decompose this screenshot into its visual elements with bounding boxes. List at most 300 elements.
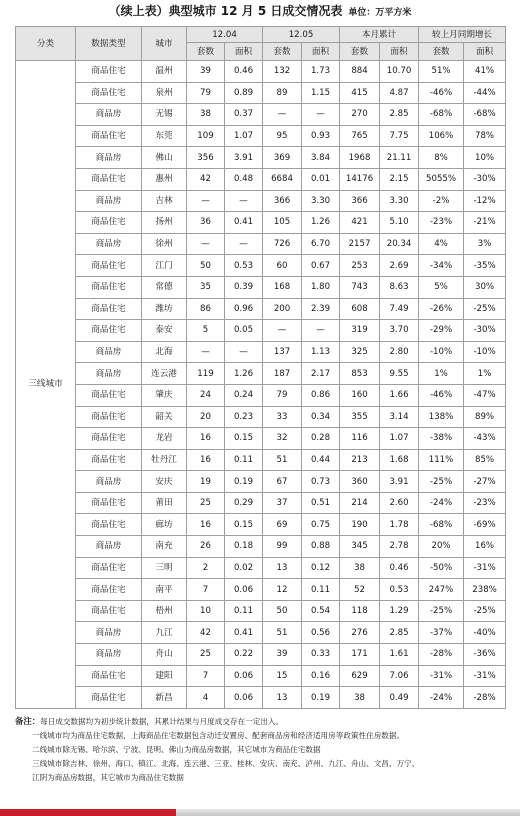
city-cell: 新昌 bbox=[142, 687, 187, 709]
area-month-cell: 1.66 bbox=[380, 384, 419, 406]
data-type-cell: 商品房 bbox=[76, 471, 142, 493]
units-1204-cell: — bbox=[187, 233, 225, 255]
area-growth-cell: -30% bbox=[464, 320, 506, 342]
area-1204-cell: 0.48 bbox=[225, 168, 263, 190]
units-1204-cell: 109 bbox=[187, 125, 225, 147]
units-1204-cell: 39 bbox=[187, 61, 225, 83]
area-1205-cell: 3.84 bbox=[302, 147, 340, 169]
city-cell: 九江 bbox=[142, 622, 187, 644]
units-1204-cell: 35 bbox=[187, 276, 225, 298]
units-month-cell: 118 bbox=[340, 600, 380, 622]
city-cell: 南充 bbox=[142, 536, 187, 558]
area-1205-cell: 6.70 bbox=[302, 233, 340, 255]
city-cell: 肇庆 bbox=[142, 384, 187, 406]
area-1204-cell: 0.53 bbox=[225, 255, 263, 277]
notes-label: 备注： bbox=[15, 716, 41, 726]
area-1205-cell: 1.13 bbox=[302, 341, 340, 363]
units-1204-cell: 79 bbox=[187, 82, 225, 104]
units-month-cell: 14176 bbox=[340, 168, 380, 190]
area-1204-cell: 0.89 bbox=[225, 82, 263, 104]
units-1205-cell: 69 bbox=[263, 514, 302, 536]
area-growth-cell: -10% bbox=[464, 341, 506, 363]
city-cell: 江门 bbox=[142, 255, 187, 277]
units-1205-cell: 726 bbox=[263, 233, 302, 255]
area-growth-cell: 16% bbox=[464, 536, 506, 558]
units-1204-cell: 38 bbox=[187, 104, 225, 126]
units-month-cell: 214 bbox=[340, 492, 380, 514]
area-1205-cell: 0.28 bbox=[302, 428, 340, 450]
area-month-cell: 0.53 bbox=[380, 579, 419, 601]
data-type-cell: 商品住宅 bbox=[76, 82, 142, 104]
data-type-cell: 商品房 bbox=[76, 536, 142, 558]
area-1204-cell: 0.46 bbox=[225, 61, 263, 83]
area-month-cell: 21.11 bbox=[380, 147, 419, 169]
units-1204-cell: 25 bbox=[187, 492, 225, 514]
units-month-cell: 884 bbox=[340, 61, 380, 83]
table-row bbox=[16, 687, 506, 709]
units-growth-cell: 247% bbox=[419, 579, 464, 601]
units-1204-cell: 24 bbox=[187, 384, 225, 406]
data-type-cell: 商品住宅 bbox=[76, 61, 142, 83]
subheader-area: 面积 bbox=[464, 43, 506, 61]
area-month-cell: 7.06 bbox=[380, 665, 419, 687]
units-1204-cell: 4 bbox=[187, 687, 225, 709]
note-line: 江阴为商品房数据，其它城市为商品住宅数据 bbox=[32, 773, 184, 782]
units-1204-cell: 16 bbox=[187, 428, 225, 450]
units-growth-cell: 20% bbox=[419, 536, 464, 558]
table-row bbox=[16, 276, 506, 298]
data-type-cell: 商品住宅 bbox=[76, 212, 142, 234]
header-period-mom-growth: 较上月同期增长 bbox=[419, 27, 506, 43]
units-1205-cell: 369 bbox=[263, 147, 302, 169]
area-growth-cell: 238% bbox=[464, 579, 506, 601]
units-month-cell: 38 bbox=[340, 557, 380, 579]
units-month-cell: 366 bbox=[340, 190, 380, 212]
area-1204-cell: 0.41 bbox=[225, 622, 263, 644]
units-month-cell: 2157 bbox=[340, 233, 380, 255]
units-growth-cell: 51% bbox=[419, 61, 464, 83]
area-1205-cell: 0.54 bbox=[302, 600, 340, 622]
table-row bbox=[16, 384, 506, 406]
area-growth-cell: 41% bbox=[464, 61, 506, 83]
area-1204-cell: 0.06 bbox=[225, 687, 263, 709]
area-1205-cell: 0.01 bbox=[302, 168, 340, 190]
area-growth-cell: -25% bbox=[464, 600, 506, 622]
subheader-units: 套数 bbox=[340, 43, 380, 61]
units-month-cell: 421 bbox=[340, 212, 380, 234]
area-1204-cell: 0.11 bbox=[225, 600, 263, 622]
units-month-cell: 355 bbox=[340, 406, 380, 428]
area-growth-cell: -31% bbox=[464, 557, 506, 579]
area-growth-cell: -68% bbox=[464, 104, 506, 126]
units-1205-cell: 13 bbox=[263, 557, 302, 579]
area-1205-cell: — bbox=[302, 320, 340, 342]
units-1205-cell: — bbox=[263, 320, 302, 342]
subheader-units: 套数 bbox=[419, 43, 464, 61]
area-growth-cell: -28% bbox=[464, 687, 506, 709]
area-1205-cell: 0.12 bbox=[302, 557, 340, 579]
area-month-cell: 9.55 bbox=[380, 363, 419, 385]
units-1205-cell: 12 bbox=[263, 579, 302, 601]
units-month-cell: 765 bbox=[340, 125, 380, 147]
units-1204-cell: — bbox=[187, 341, 225, 363]
city-cell: 无锡 bbox=[142, 104, 187, 126]
area-growth-cell: -69% bbox=[464, 514, 506, 536]
units-month-cell: 116 bbox=[340, 428, 380, 450]
units-1204-cell: 25 bbox=[187, 644, 225, 666]
area-1204-cell: 0.41 bbox=[225, 212, 263, 234]
area-1204-cell: 0.15 bbox=[225, 428, 263, 450]
notes-section bbox=[15, 714, 510, 785]
data-type-cell: 商品房 bbox=[76, 341, 142, 363]
units-1205-cell: 60 bbox=[263, 255, 302, 277]
units-month-cell: 52 bbox=[340, 579, 380, 601]
area-month-cell: 10.70 bbox=[380, 61, 419, 83]
units-1204-cell: 50 bbox=[187, 255, 225, 277]
units-1204-cell: 26 bbox=[187, 536, 225, 558]
area-1205-cell: 2.39 bbox=[302, 298, 340, 320]
units-month-cell: 360 bbox=[340, 471, 380, 493]
units-1205-cell: 105 bbox=[263, 212, 302, 234]
header-row-1 bbox=[16, 27, 506, 43]
units-1205-cell: 51 bbox=[263, 622, 302, 644]
area-month-cell: 1.29 bbox=[380, 600, 419, 622]
city-cell: 舟山 bbox=[142, 644, 187, 666]
data-type-cell: 商品住宅 bbox=[76, 298, 142, 320]
units-growth-cell: 5055% bbox=[419, 168, 464, 190]
area-month-cell: 3.91 bbox=[380, 471, 419, 493]
units-1204-cell: 356 bbox=[187, 147, 225, 169]
units-month-cell: 190 bbox=[340, 514, 380, 536]
units-growth-cell: -25% bbox=[419, 600, 464, 622]
area-growth-cell: -27% bbox=[464, 471, 506, 493]
area-month-cell: 7.75 bbox=[380, 125, 419, 147]
area-growth-cell: -31% bbox=[464, 665, 506, 687]
data-type-cell: 商品房 bbox=[76, 190, 142, 212]
area-1205-cell: 0.56 bbox=[302, 622, 340, 644]
area-month-cell: 2.85 bbox=[380, 104, 419, 126]
area-month-cell: 1.07 bbox=[380, 428, 419, 450]
area-month-cell: 2.15 bbox=[380, 168, 419, 190]
area-month-cell: 2.60 bbox=[380, 492, 419, 514]
data-type-cell: 商品住宅 bbox=[76, 168, 142, 190]
units-1205-cell: 50 bbox=[263, 600, 302, 622]
city-cell: 梧州 bbox=[142, 600, 187, 622]
units-growth-cell: -46% bbox=[419, 82, 464, 104]
area-1204-cell: 0.11 bbox=[225, 449, 263, 471]
units-1205-cell: 95 bbox=[263, 125, 302, 147]
table-row bbox=[16, 212, 506, 234]
area-1205-cell: 0.16 bbox=[302, 665, 340, 687]
units-month-cell: 319 bbox=[340, 320, 380, 342]
units-1205-cell: 67 bbox=[263, 471, 302, 493]
units-1204-cell: — bbox=[187, 190, 225, 212]
table-row bbox=[16, 104, 506, 126]
area-month-cell: 2.85 bbox=[380, 622, 419, 644]
city-cell: 建阳 bbox=[142, 665, 187, 687]
units-growth-cell: 106% bbox=[419, 125, 464, 147]
data-type-cell: 商品住宅 bbox=[76, 665, 142, 687]
data-type-cell: 商品住宅 bbox=[76, 449, 142, 471]
units-growth-cell: -28% bbox=[419, 644, 464, 666]
data-type-cell: 商品住宅 bbox=[76, 406, 142, 428]
area-growth-cell: -12% bbox=[464, 190, 506, 212]
area-growth-cell: 1% bbox=[464, 363, 506, 385]
data-type-cell: 商品房 bbox=[76, 147, 142, 169]
units-1205-cell: 200 bbox=[263, 298, 302, 320]
area-1204-cell: 0.15 bbox=[225, 514, 263, 536]
table-row bbox=[16, 320, 506, 342]
header-period-1204: 12.04 bbox=[187, 27, 263, 43]
units-growth-cell: -10% bbox=[419, 341, 464, 363]
area-month-cell: 3.14 bbox=[380, 406, 419, 428]
units-1205-cell: 99 bbox=[263, 536, 302, 558]
units-growth-cell: -37% bbox=[419, 622, 464, 644]
category-cell: 三线城市 bbox=[16, 61, 76, 709]
area-growth-cell: 30% bbox=[464, 276, 506, 298]
area-month-cell: 0.49 bbox=[380, 687, 419, 709]
area-growth-cell: -23% bbox=[464, 492, 506, 514]
units-1205-cell: 33 bbox=[263, 406, 302, 428]
area-1205-cell: 0.73 bbox=[302, 471, 340, 493]
units-1205-cell: 89 bbox=[263, 82, 302, 104]
area-1204-cell: 0.02 bbox=[225, 557, 263, 579]
area-1205-cell: 0.51 bbox=[302, 492, 340, 514]
area-growth-cell: -43% bbox=[464, 428, 506, 450]
area-1204-cell: 0.24 bbox=[225, 384, 263, 406]
area-1204-cell: 1.26 bbox=[225, 363, 263, 385]
table-row bbox=[16, 406, 506, 428]
header-data-type: 数据类型 bbox=[76, 27, 142, 61]
data-type-cell: 商品住宅 bbox=[76, 557, 142, 579]
units-1205-cell: 51 bbox=[263, 449, 302, 471]
data-type-cell: 商品住宅 bbox=[76, 125, 142, 147]
area-1205-cell: 0.88 bbox=[302, 536, 340, 558]
area-1204-cell: 0.06 bbox=[225, 579, 263, 601]
data-type-cell: 商品住宅 bbox=[76, 687, 142, 709]
area-month-cell: 8.63 bbox=[380, 276, 419, 298]
header-city: 城市 bbox=[142, 27, 187, 61]
area-1204-cell: — bbox=[225, 341, 263, 363]
units-1205-cell: 137 bbox=[263, 341, 302, 363]
table-row bbox=[16, 341, 506, 363]
units-1204-cell: 16 bbox=[187, 514, 225, 536]
data-type-cell: 商品住宅 bbox=[76, 384, 142, 406]
units-growth-cell: -68% bbox=[419, 514, 464, 536]
units-growth-cell: -50% bbox=[419, 557, 464, 579]
area-growth-cell: -47% bbox=[464, 384, 506, 406]
area-1205-cell: — bbox=[302, 104, 340, 126]
area-month-cell: 20.34 bbox=[380, 233, 419, 255]
area-growth-cell: -30% bbox=[464, 168, 506, 190]
table-row bbox=[16, 644, 506, 666]
data-type-cell: 商品房 bbox=[76, 363, 142, 385]
units-1205-cell: 39 bbox=[263, 644, 302, 666]
units-1204-cell: 2 bbox=[187, 557, 225, 579]
units-growth-cell: -24% bbox=[419, 687, 464, 709]
units-month-cell: 325 bbox=[340, 341, 380, 363]
note-line: 二线城市除无锡、哈尔滨、宁波、昆明、佛山为商品房数据，其它城市为商品住宅数据 bbox=[32, 745, 321, 754]
units-1204-cell: 7 bbox=[187, 579, 225, 601]
page-title bbox=[0, 2, 520, 20]
area-1204-cell: 0.18 bbox=[225, 536, 263, 558]
table-row bbox=[16, 147, 506, 169]
city-cell: 温州 bbox=[142, 61, 187, 83]
city-cell: 佛山 bbox=[142, 147, 187, 169]
table-row bbox=[16, 61, 506, 83]
area-growth-cell: -21% bbox=[464, 212, 506, 234]
units-month-cell: 253 bbox=[340, 255, 380, 277]
area-1204-cell: 0.05 bbox=[225, 320, 263, 342]
table-row bbox=[16, 492, 506, 514]
area-1205-cell: 0.86 bbox=[302, 384, 340, 406]
footer-bar bbox=[0, 809, 520, 816]
table-row bbox=[16, 557, 506, 579]
table-row bbox=[16, 428, 506, 450]
area-growth-cell: 10% bbox=[464, 147, 506, 169]
units-1204-cell: 42 bbox=[187, 622, 225, 644]
units-growth-cell: 8% bbox=[419, 147, 464, 169]
header-category: 分类 bbox=[16, 27, 76, 61]
area-1204-cell: — bbox=[225, 190, 263, 212]
note-line: 三线城市除吉林、徐州、海口、镇江、北海、连云港、三亚、桂林、安庆、南充、泸州、九江、舟山、文昌、万宁、 bbox=[32, 759, 420, 768]
area-growth-cell: -40% bbox=[464, 622, 506, 644]
area-month-cell: 1.78 bbox=[380, 514, 419, 536]
area-1204-cell: 1.07 bbox=[225, 125, 263, 147]
units-month-cell: 270 bbox=[340, 104, 380, 126]
area-month-cell: 2.78 bbox=[380, 536, 419, 558]
table-row bbox=[16, 255, 506, 277]
area-month-cell: 1.61 bbox=[380, 644, 419, 666]
city-cell: 惠州 bbox=[142, 168, 187, 190]
area-month-cell: 4.87 bbox=[380, 82, 419, 104]
subheader-units: 套数 bbox=[263, 43, 302, 61]
data-type-cell: 商品住宅 bbox=[76, 492, 142, 514]
footer-accent-bar bbox=[0, 809, 176, 816]
units-1205-cell: 132 bbox=[263, 61, 302, 83]
area-1204-cell: 0.19 bbox=[225, 471, 263, 493]
transaction-table bbox=[15, 26, 506, 709]
area-1204-cell: 0.29 bbox=[225, 492, 263, 514]
area-1205-cell: 1.15 bbox=[302, 82, 340, 104]
area-month-cell: 2.69 bbox=[380, 255, 419, 277]
units-1204-cell: 86 bbox=[187, 298, 225, 320]
table-row bbox=[16, 536, 506, 558]
data-type-cell: 商品住宅 bbox=[76, 600, 142, 622]
table-row bbox=[16, 168, 506, 190]
city-cell: 潍坊 bbox=[142, 298, 187, 320]
table-row bbox=[16, 190, 506, 212]
units-growth-cell: 138% bbox=[419, 406, 464, 428]
area-1205-cell: 2.17 bbox=[302, 363, 340, 385]
city-cell: 吉林 bbox=[142, 190, 187, 212]
units-1205-cell: 6684 bbox=[263, 168, 302, 190]
units-growth-cell: -23% bbox=[419, 212, 464, 234]
units-1204-cell: 119 bbox=[187, 363, 225, 385]
area-1204-cell: 0.06 bbox=[225, 665, 263, 687]
units-1205-cell: 13 bbox=[263, 687, 302, 709]
city-cell: 扬州 bbox=[142, 212, 187, 234]
subheader-units: 套数 bbox=[187, 43, 225, 61]
units-growth-cell: -26% bbox=[419, 298, 464, 320]
data-type-cell: 商品住宅 bbox=[76, 320, 142, 342]
units-1204-cell: 5 bbox=[187, 320, 225, 342]
units-growth-cell: 4% bbox=[419, 233, 464, 255]
units-growth-cell: -29% bbox=[419, 320, 464, 342]
area-month-cell: 1.68 bbox=[380, 449, 419, 471]
header-period-1205: 12.05 bbox=[263, 27, 340, 43]
units-1205-cell: — bbox=[263, 104, 302, 126]
area-1205-cell: 0.11 bbox=[302, 579, 340, 601]
area-1204-cell: 3.91 bbox=[225, 147, 263, 169]
area-1204-cell: 0.37 bbox=[225, 104, 263, 126]
area-1204-cell: — bbox=[225, 233, 263, 255]
units-growth-cell: -68% bbox=[419, 104, 464, 126]
area-1205-cell: 1.26 bbox=[302, 212, 340, 234]
table-row bbox=[16, 449, 506, 471]
units-1205-cell: 32 bbox=[263, 428, 302, 450]
units-growth-cell: -31% bbox=[419, 665, 464, 687]
city-cell: 泉州 bbox=[142, 82, 187, 104]
units-1205-cell: 37 bbox=[263, 492, 302, 514]
area-growth-cell: 89% bbox=[464, 406, 506, 428]
units-growth-cell: 5% bbox=[419, 276, 464, 298]
city-cell: 牡丹江 bbox=[142, 449, 187, 471]
table-row bbox=[16, 514, 506, 536]
table-row bbox=[16, 579, 506, 601]
area-growth-cell: 85% bbox=[464, 449, 506, 471]
units-1204-cell: 19 bbox=[187, 471, 225, 493]
units-growth-cell: -25% bbox=[419, 471, 464, 493]
area-1204-cell: 0.23 bbox=[225, 406, 263, 428]
table-row bbox=[16, 363, 506, 385]
table-title: （续上表）典型城市 12 月 5 日成交情况表 bbox=[108, 4, 343, 18]
subheader-area: 面积 bbox=[302, 43, 340, 61]
area-growth-cell: 78% bbox=[464, 125, 506, 147]
table-row bbox=[16, 600, 506, 622]
data-type-cell: 商品住宅 bbox=[76, 255, 142, 277]
data-type-cell: 商品房 bbox=[76, 622, 142, 644]
units-month-cell: 415 bbox=[340, 82, 380, 104]
area-1204-cell: 0.39 bbox=[225, 276, 263, 298]
units-growth-cell: -24% bbox=[419, 492, 464, 514]
header-period-month-total: 本月累计 bbox=[340, 27, 419, 43]
area-1205-cell: 0.33 bbox=[302, 644, 340, 666]
area-month-cell: 0.46 bbox=[380, 557, 419, 579]
data-type-cell: 商品住宅 bbox=[76, 428, 142, 450]
units-1205-cell: 79 bbox=[263, 384, 302, 406]
city-cell: 徐州 bbox=[142, 233, 187, 255]
city-cell: 韶关 bbox=[142, 406, 187, 428]
table-row bbox=[16, 233, 506, 255]
units-month-cell: 629 bbox=[340, 665, 380, 687]
city-cell: 北海 bbox=[142, 341, 187, 363]
units-growth-cell: 1% bbox=[419, 363, 464, 385]
units-1204-cell: 20 bbox=[187, 406, 225, 428]
units-month-cell: 345 bbox=[340, 536, 380, 558]
units-month-cell: 853 bbox=[340, 363, 380, 385]
units-growth-cell: -34% bbox=[419, 255, 464, 277]
area-1205-cell: 1.80 bbox=[302, 276, 340, 298]
data-type-cell: 商品房 bbox=[76, 233, 142, 255]
units-1205-cell: 168 bbox=[263, 276, 302, 298]
data-type-cell: 商品住宅 bbox=[76, 579, 142, 601]
note-line: 每日成交数据均为初步统计数据，其累计结果与月度成交存在一定出入。 bbox=[40, 717, 284, 726]
unit-label: 单位：万平方米 bbox=[348, 8, 412, 18]
units-growth-cell: -38% bbox=[419, 428, 464, 450]
area-growth-cell: -25% bbox=[464, 298, 506, 320]
units-growth-cell: -46% bbox=[419, 384, 464, 406]
